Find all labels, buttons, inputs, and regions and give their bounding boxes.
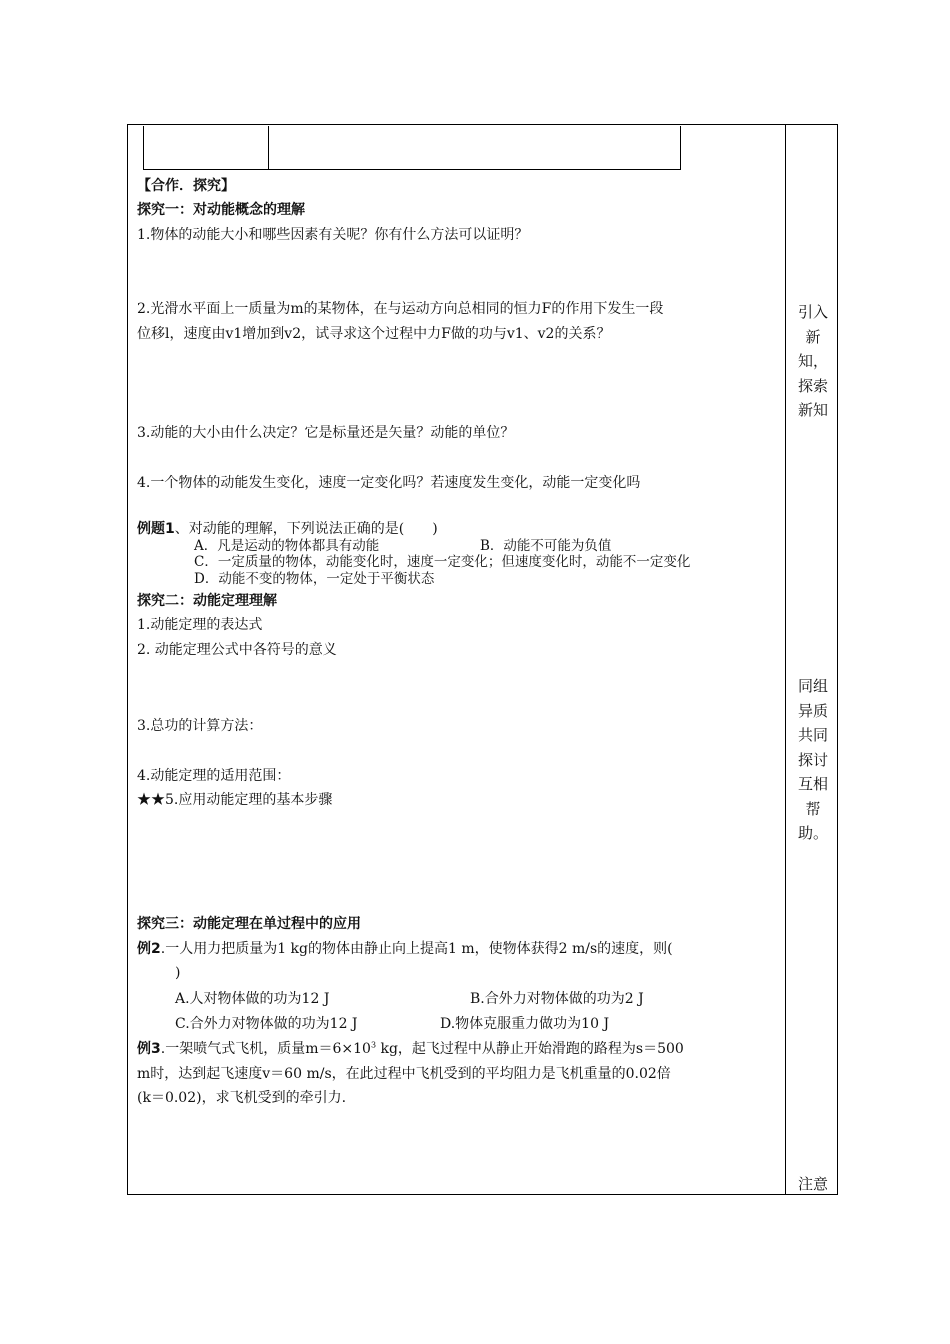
side-note-intro-line: 知， xyxy=(797,352,828,370)
example3-line2: m时，达到起飞速度v＝60 m/s，在此过程中飞机受到的平均阻力是飞机重量的0.02倍 xyxy=(137,1066,671,1082)
example1-option-c: C．一定质量的物体，动能变化时，速度一定变化；但速度变化时，动能不一定变化 xyxy=(194,554,691,570)
part1-question-1: 1.物体的动能大小和哪些因素有关呢？你有什么方法可以证明？ xyxy=(137,227,529,243)
example3-line1 xyxy=(137,1040,684,1058)
side-note-intro xyxy=(793,300,833,423)
header-table-fragment xyxy=(143,126,681,170)
side-note-group-line: 探讨 xyxy=(797,750,828,769)
example2-stem-text: .一人用力把质量为1 kg的物体由静止向上提高1 m，使物体获得2 m/s的速度，则( xyxy=(160,941,673,957)
side-note-group-line: 共同 xyxy=(797,726,828,744)
side-note-intro-line: 新 xyxy=(805,327,821,346)
side-note-intro-line: 探索 xyxy=(797,376,828,395)
example3-label: 例3 xyxy=(137,1041,161,1057)
part1-question-3: 3.动能的大小由什么决定？它是标量还是矢量？动能的单位？ xyxy=(137,425,515,441)
side-note-group-line: 互相 xyxy=(797,775,828,793)
section-title: 【合作．探究】 xyxy=(137,178,235,194)
example3-exponent: 3 xyxy=(370,1040,377,1050)
side-note-group-line: 异质 xyxy=(797,701,828,720)
part1-question-2-line1: 2.光滑水平面上一质量为m的某物体，在与运动方向总相同的恒力F的作用下发生一段 xyxy=(137,301,664,317)
example1-option-b: B．动能不可能为负值 xyxy=(480,538,612,554)
part2-question-5: ★★5.应用动能定理的基本步骤 xyxy=(137,792,333,808)
part2-heading: 探究二：动能定理理解 xyxy=(137,593,277,609)
side-note-group-line: 助。 xyxy=(797,824,828,842)
example2-option-a: A.人对物体做的功为12 J xyxy=(175,991,330,1007)
example1-label: 例题1 xyxy=(137,521,175,537)
example2-stem-line1 xyxy=(137,940,673,958)
side-note-group-line: 帮 xyxy=(805,799,821,818)
worksheet-table xyxy=(127,124,838,1195)
example1-stem xyxy=(137,520,438,538)
example2-option-b: B.合外力对物体做的功为2 J xyxy=(470,991,644,1007)
header-table-divider xyxy=(268,126,269,170)
example3-line1-pre: .一架喷气式飞机，质量m＝6×10 xyxy=(160,1041,371,1057)
side-note-intro-line: 引入 xyxy=(797,303,828,321)
example1-option-a: A．凡是运动的物体都具有动能 xyxy=(194,538,380,554)
example1-option-d: D．动能不变的物体，一定处于平衡状态 xyxy=(194,571,435,587)
part2-question-4: 4.动能定理的适用范围： xyxy=(137,768,291,784)
example3-line1-post: kg，起飞过程中从静止开始滑跑的路程为s＝500 xyxy=(376,1041,684,1057)
part2-question-2: 2. 动能定理公式中各符号的意义 xyxy=(137,642,337,658)
side-note-attention: 注意 xyxy=(797,1175,828,1193)
example2-stem-line2: ) xyxy=(175,965,181,981)
side-note-group xyxy=(793,674,833,846)
side-note-intro-line: 新知 xyxy=(797,401,828,419)
part1-question-4: 4.一个物体的动能发生变化，速度一定变化吗？若速度发生变化，动能一定变化吗 xyxy=(137,475,641,491)
part2-question-1: 1.动能定理的表达式 xyxy=(137,617,263,633)
example3-line3: (k＝0.02)，求飞机受到的牵引力. xyxy=(137,1090,347,1106)
example2-option-d: D.物体克服重力做功为10 J xyxy=(440,1016,610,1032)
example2-label: 例2 xyxy=(137,941,161,957)
example2-option-c: C.合外力对物体做的功为12 J xyxy=(175,1016,358,1032)
part1-question-2-line2: 位移l，速度由v1增加到v2，试寻求这个过程中力F做的功与v1、v2的关系？ xyxy=(137,326,611,342)
part3-heading: 探究三：动能定理在单过程中的应用 xyxy=(137,916,361,932)
part2-question-3: 3.总功的计算方法： xyxy=(137,718,263,734)
part1-heading: 探究一：对动能概念的理解 xyxy=(137,202,305,218)
side-note-group-line: 同组 xyxy=(797,677,828,695)
column-divider xyxy=(785,124,786,1195)
example1-stem-text: 、对动能的理解，下列说法正确的是( ) xyxy=(174,521,438,537)
